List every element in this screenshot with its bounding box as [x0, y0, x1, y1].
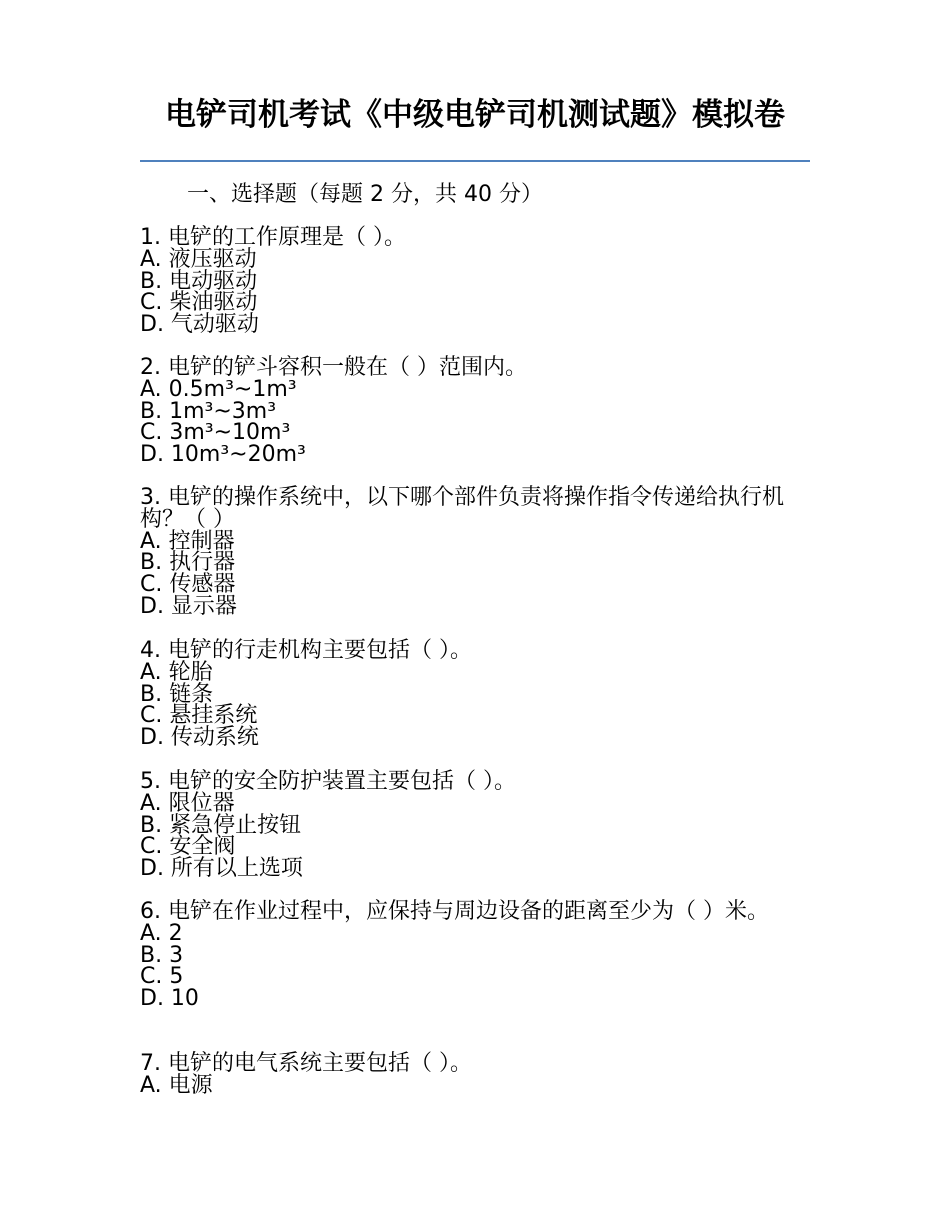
- option-list: [140, 659, 800, 751]
- option-a: A. 限位器: [140, 790, 235, 816]
- question-stem: 5. 电铲的安全防护装置主要包括（ ）。: [140, 769, 516, 794]
- option-list: [140, 920, 800, 1012]
- option-c: C. 悬挂系统: [140, 703, 258, 729]
- option-c: C. 传感器: [140, 572, 236, 598]
- question-3: [140, 487, 800, 618]
- question-stem: 7. 电铲的电气系统主要包括（ ）。: [140, 1051, 472, 1076]
- question-stem: 3. 电铲的操作系统中，以下哪个部件负责将操作指令传递给执行机构？（ ）: [140, 485, 784, 532]
- option-d: D. 所有以上选项: [140, 856, 303, 882]
- option-a: A. 2: [140, 920, 183, 946]
- question-6: [140, 901, 800, 1010]
- option-a: A. 控制器: [140, 528, 235, 554]
- option-a: A. 电源: [140, 1072, 213, 1098]
- question-4: [140, 640, 800, 749]
- option-a: A. 0.5m³~1m³: [140, 376, 297, 402]
- question-stem: 6. 电铲在作业过程中，应保持与周边设备的距离至少为（ ）米。: [140, 899, 769, 924]
- option-list: [140, 1072, 800, 1098]
- option-c: C. 柴油驱动: [140, 290, 258, 316]
- option-b: B. 1m³~3m³: [140, 398, 277, 424]
- option-c: C. 5: [140, 964, 184, 990]
- option-c: C. 安全阀: [140, 834, 236, 860]
- title-underline: [140, 160, 810, 162]
- document-title: 电铲司机考试《中级电铲司机测试题》模拟卷: [165, 97, 785, 133]
- question-7: [140, 1053, 800, 1097]
- option-list: [140, 376, 800, 468]
- question-5: [140, 771, 800, 880]
- option-b: B. 执行器: [140, 550, 236, 576]
- question-stem: 2. 电铲的铲斗容积一般在（ ）范围内。: [140, 355, 527, 380]
- option-list: [140, 528, 800, 619]
- option-b: B. 链条: [140, 681, 214, 707]
- option-d: D. 气动驱动: [140, 312, 259, 338]
- option-d: D. 10m³~20m³: [140, 442, 306, 468]
- option-c: C. 3m³~10m³: [140, 420, 291, 446]
- option-d: D. 传动系统: [140, 725, 259, 751]
- question-1: [140, 227, 800, 336]
- option-d: D. 10: [140, 986, 199, 1012]
- option-d: D. 显示器: [140, 593, 237, 619]
- section-heading: 一、选择题（每题 2 分，共 40 分）: [187, 182, 543, 207]
- option-a: A. 轮胎: [140, 659, 213, 685]
- option-list: [140, 790, 800, 882]
- option-list: [140, 246, 800, 338]
- question-stem: 1. 电铲的工作原理是（ ）。: [140, 225, 406, 250]
- option-a: A. 液压驱动: [140, 246, 257, 272]
- option-b: B. 3: [140, 942, 184, 968]
- option-b: B. 电动驱动: [140, 268, 258, 294]
- option-b: B. 紧急停止按钮: [140, 812, 302, 838]
- question-2: [140, 357, 800, 466]
- question-stem: 4. 电铲的行走机构主要包括（ ）。: [140, 638, 472, 663]
